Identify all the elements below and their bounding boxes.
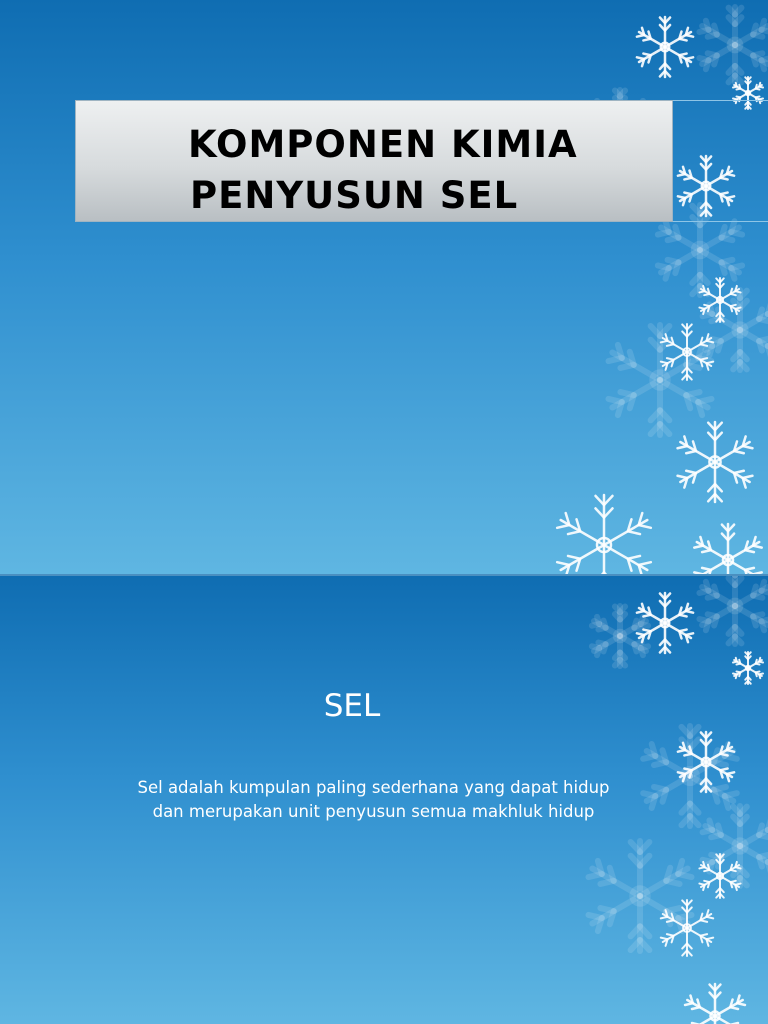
accent-line-top [672,100,768,101]
body-line-1: Sel adalah kumpulan paling sederhana yang dapat hidup [137,778,610,797]
title-box [75,100,673,222]
snowflake-icon [637,17,693,77]
snowflake-icon [694,524,761,574]
snowflake-icon [557,495,651,574]
snowflake-icon [678,422,753,502]
accent-line-bottom [672,221,768,222]
snowflake-icon [733,652,763,684]
snowflake-icon [703,806,768,886]
snowflake-icon [699,7,768,83]
snowflake-icon [592,606,648,666]
title-line-1: KOMPONEN KIMIA [188,123,578,166]
slide-2 [0,576,768,1024]
snowflake-icon [703,290,768,370]
slide-heading: SEL [323,688,381,724]
slide-body [40,776,707,824]
snowflake-icon [699,576,768,644]
body-line-2: dan merupakan unit penyusun semua makhluk hidup [152,802,595,821]
title-line-2: PENYUSUN SEL [190,174,519,217]
snowflake-icon [685,984,745,1024]
snowflake-icon [608,325,711,435]
snowflake-icon [678,156,734,216]
